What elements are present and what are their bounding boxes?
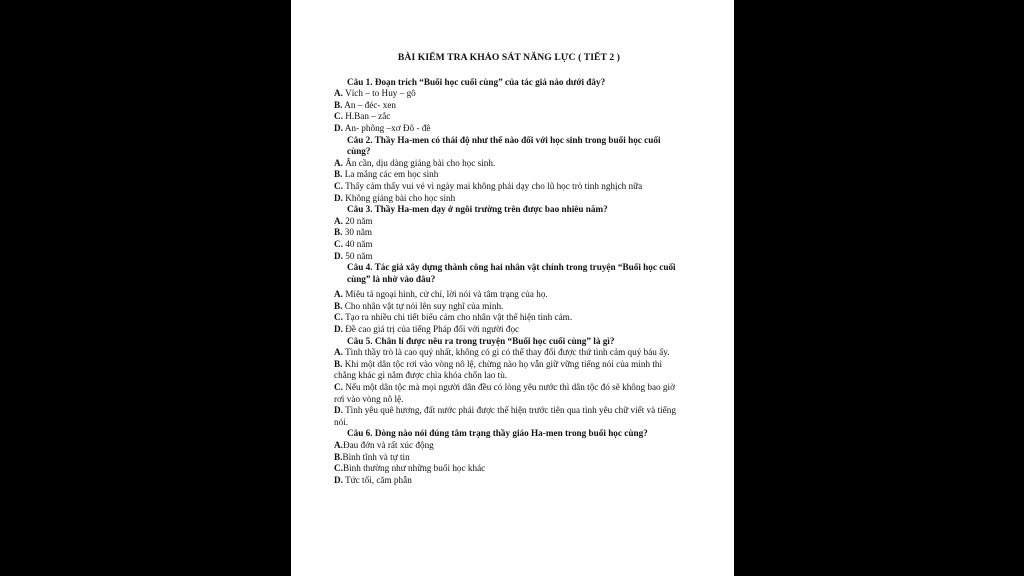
option-text: Đau đớn và rất xúc động (342, 440, 434, 450)
answer-option (334, 181, 684, 193)
answer-option (334, 347, 684, 359)
answer-option (334, 382, 684, 405)
question-text: Câu 3. Thầy Ha-men dạy ở ngôi trường trên được bao nhiêu năm? (347, 204, 608, 215)
question-block (334, 428, 684, 486)
answer-option (334, 251, 684, 263)
option-label: D. (334, 324, 343, 335)
answer-option (334, 405, 684, 428)
answer-option (334, 100, 684, 112)
answer-option (334, 193, 684, 205)
option-text: La mắng các em học sinh (342, 169, 439, 180)
option-text: Bình tĩnh và tự tin (342, 451, 410, 462)
option-text: An – đéc- xen (342, 99, 397, 110)
answer-option (334, 123, 684, 135)
document-page (291, 0, 734, 576)
option-text: An- phông –xơ Đô - đê (342, 122, 431, 133)
option-label: A. (334, 215, 343, 226)
option-label: B. (334, 300, 343, 311)
option-text: Miêu tả ngoại hình, cử chỉ, lời nói và tâm trạng của họ. (342, 289, 548, 300)
option-text: Không giảng bài cho học sinh (342, 192, 456, 203)
option-label: D. (334, 405, 343, 416)
option-label: B. (334, 99, 343, 110)
question-block (334, 204, 684, 262)
option-text: Bình thường như những buổi học khác (342, 463, 486, 474)
option-text: Khi một dân tộc rơi vào vòng nô lệ, chừng nào họ vẫn giữ vững tiếng nói của mình thì chẳng khác gì nắm được chìa khóa chốn lao tù. (334, 358, 663, 381)
question-text: Câu 4. Tác giả xây dựng thành công hai nhân vật chính trong truyện “Buổi học cuối cùng” là nhờ vào đâu? (347, 262, 676, 284)
option-label: A. (334, 289, 343, 300)
document-content (334, 52, 684, 486)
option-label: C. (334, 312, 343, 323)
option-label: C. (334, 463, 343, 474)
option-text: Tình yêu quê hương, đất nước phải được thể hiện trước tiên qua tình yêu chữ viết và tiếng nói. (334, 405, 676, 427)
option-text: Tức tối, căm phẫn (342, 474, 412, 485)
option-text: H.Ban – zắc (342, 111, 391, 122)
answer-option (334, 227, 684, 239)
option-text: 50 năm (342, 250, 373, 261)
question-block (334, 262, 684, 336)
answer-option (334, 169, 684, 181)
option-label: D. (334, 192, 343, 203)
question-text: Câu 5. Chân lí được nêu ra trong truyện “Buổi học cuối cùng” là gì? (347, 335, 615, 346)
option-label: B. (334, 451, 343, 462)
document-title: BÀI KIỂM TRA KHẢO SÁT NĂNG LỰC ( TIẾT 2 ) (397, 52, 621, 63)
option-label: B. (334, 169, 343, 180)
option-text: Đề cao giá trị của tiếng Pháp đối với người đọc (342, 324, 520, 335)
answer-option (334, 289, 684, 301)
question-text: Câu 6. Dòng nào nói đúng tâm trạng thầy giáo Ha-men trong buổi học cùng? (347, 428, 648, 439)
question-text: Câu 1. Đoạn trích “Buổi học cuối cùng” của tác giả nào dưới đây? (347, 76, 606, 87)
answer-option (334, 440, 684, 452)
answer-option (334, 312, 684, 324)
answer-option (334, 475, 684, 487)
answer-option (334, 301, 684, 313)
answer-option (334, 216, 684, 228)
option-label: B. (334, 227, 343, 238)
option-label: A. (334, 88, 343, 99)
answer-option (334, 324, 684, 336)
answer-option (334, 239, 684, 251)
option-text: Nếu một dân tộc mà mọi người dân đều có lòng yêu nước thì dân tộc đó sẽ không bao giờ rơi vào vòng nô lệ. (334, 382, 675, 404)
option-label: C. (334, 382, 343, 393)
option-text: 30 năm (342, 227, 373, 238)
question-block (334, 77, 684, 135)
question-text: Câu 2. Thầy Ha-men có thái độ như thế nào đối với học sinh trong buổi học cuối cùng? (347, 134, 661, 157)
option-label: C. (334, 111, 343, 122)
option-label: C. (334, 180, 343, 191)
answer-option (334, 158, 684, 170)
option-text: Cho nhân vật tự nói lên suy nghĩ của mình. (342, 300, 504, 311)
option-text: Thấy cảm thấy vui vẻ vì ngày mai không phải dạy cho lũ học trò tinh nghịch nữa (342, 180, 643, 191)
option-label: B. (334, 358, 343, 369)
option-text: Tạo ra nhiều chi tiết biểu cảm cho nhân vật thể hiện tình cảm. (342, 312, 573, 323)
option-label: C. (334, 238, 343, 249)
answer-option (334, 452, 684, 464)
question-block (334, 336, 684, 429)
option-label: A. (334, 440, 343, 450)
option-label: A. (334, 347, 343, 358)
question-block (334, 135, 684, 205)
answer-option (334, 111, 684, 123)
option-label: D. (334, 474, 343, 485)
option-text: Ân cần, dịu dàng giảng bài cho học sinh. (342, 157, 496, 168)
answer-option (334, 463, 684, 475)
option-label: A. (334, 157, 343, 168)
option-text: 40 năm (342, 238, 373, 249)
option-label: D. (334, 122, 343, 133)
option-label: D. (334, 250, 343, 261)
option-text: Tình thầy trò là cao quý nhất, không có gì có thể thay đổi được thứ tình cảm quý báu ấy. (342, 347, 670, 358)
answer-option (334, 359, 684, 382)
answer-option (334, 88, 684, 100)
option-text: Vích – to Huy – gô (342, 88, 416, 99)
option-text: 20 năm (342, 215, 373, 226)
